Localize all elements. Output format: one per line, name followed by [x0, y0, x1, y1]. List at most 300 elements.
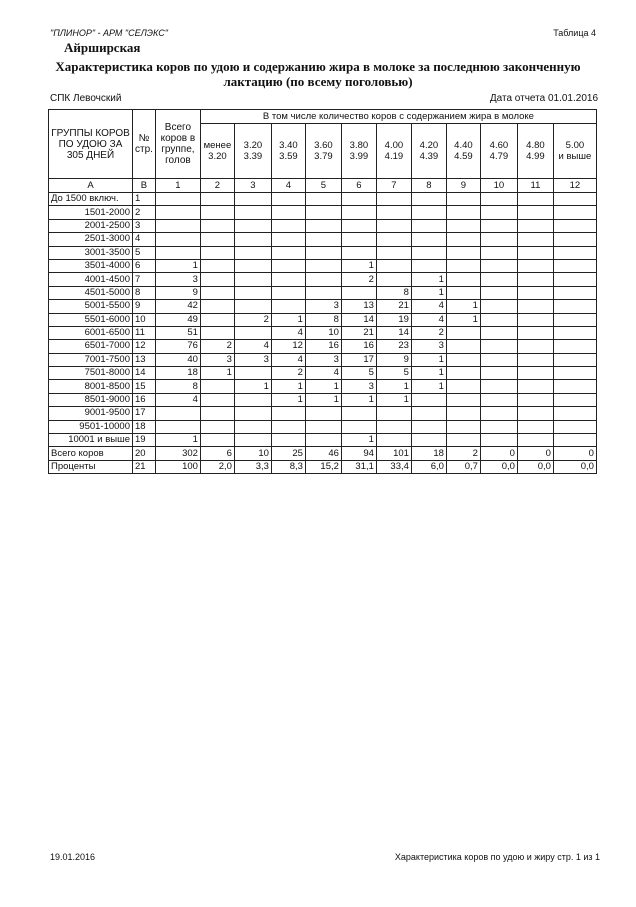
fat-count-cell — [234, 407, 271, 420]
fat-count-cell — [200, 246, 234, 259]
group-total: 1 — [155, 259, 200, 272]
row-number: 5 — [133, 246, 156, 259]
row-number: 4 — [133, 233, 156, 246]
fat-count-cell: 3 — [234, 353, 271, 366]
fat-count-cell: 0,0 — [553, 460, 596, 473]
fat-count-cell — [517, 367, 553, 380]
fat-count-cell — [517, 420, 553, 433]
group-total — [155, 206, 200, 219]
fat-range-header — [200, 124, 234, 179]
fat-count-cell: 25 — [271, 447, 305, 460]
fat-range-from: 4.60 — [489, 140, 509, 151]
group-total — [155, 219, 200, 232]
fat-count-cell: 6 — [200, 447, 234, 460]
fat-count-cell — [200, 300, 234, 313]
fat-count-cell — [517, 219, 553, 232]
yield-group-label: 5001-5500 — [49, 300, 133, 313]
yield-group-label: Всего коров — [49, 447, 133, 460]
fat-count-cell — [553, 193, 596, 206]
row-number: 16 — [133, 393, 156, 406]
fat-count-cell — [234, 367, 271, 380]
table-row — [49, 420, 597, 433]
table-row — [49, 434, 597, 447]
fat-count-cell — [341, 286, 376, 299]
fat-count-cell: 94 — [341, 447, 376, 460]
fat-count-cell — [446, 353, 480, 366]
fat-count-cell: 1 — [271, 380, 305, 393]
fat-count-cell — [480, 353, 517, 366]
yield-group-label: 6001-6500 — [49, 326, 133, 339]
group-total: 100 — [155, 460, 200, 473]
fat-count-cell: 2 — [411, 326, 446, 339]
fat-count-cell — [517, 286, 553, 299]
group-total: 76 — [155, 340, 200, 353]
fat-count-cell — [234, 259, 271, 272]
fat-count-cell — [341, 206, 376, 219]
row-number: 11 — [133, 326, 156, 339]
fat-count-cell — [480, 434, 517, 447]
column-letter: А — [49, 179, 133, 193]
fat-count-cell — [234, 420, 271, 433]
fat-count-cell — [480, 420, 517, 433]
fat-count-cell — [446, 326, 480, 339]
row-number: 17 — [133, 407, 156, 420]
fat-range-header — [234, 124, 271, 179]
fat-count-cell — [376, 407, 411, 420]
group-total: 49 — [155, 313, 200, 326]
row-number: 12 — [133, 340, 156, 353]
yield-group-label: 9501-10000 — [49, 420, 133, 433]
fat-count-cell: 8,3 — [271, 460, 305, 473]
fat-count-cell — [305, 420, 341, 433]
yield-group-label: 7001-7500 — [49, 353, 133, 366]
fat-count-cell — [446, 393, 480, 406]
table-row — [49, 393, 597, 406]
fat-count-cell: 3 — [200, 353, 234, 366]
yield-group-label: 2501-3000 — [49, 233, 133, 246]
fat-count-cell — [234, 434, 271, 447]
group-total: 9 — [155, 286, 200, 299]
fat-count-cell — [305, 273, 341, 286]
group-total: 18 — [155, 367, 200, 380]
group-total: 40 — [155, 353, 200, 366]
fat-count-cell — [376, 246, 411, 259]
group-total: 3 — [155, 273, 200, 286]
fat-count-cell: 33,4 — [376, 460, 411, 473]
fat-count-cell: 10 — [234, 447, 271, 460]
fat-count-cell — [271, 286, 305, 299]
fat-count-cell — [305, 233, 341, 246]
yield-group-label: 6501-7000 — [49, 340, 133, 353]
fat-count-cell: 4 — [271, 353, 305, 366]
fat-count-cell — [553, 353, 596, 366]
fat-count-cell — [446, 420, 480, 433]
fat-count-cell — [480, 367, 517, 380]
fat-count-cell — [271, 273, 305, 286]
fat-count-cell — [200, 393, 234, 406]
group-total — [155, 193, 200, 206]
column-letter: 12 — [553, 179, 596, 193]
fat-count-cell: 8 — [376, 286, 411, 299]
fat-count-cell: 16 — [341, 340, 376, 353]
fat-range-header — [480, 124, 517, 179]
fat-range-to: 4.79 — [489, 151, 509, 162]
fat-count-cell — [480, 407, 517, 420]
fat-count-cell — [517, 380, 553, 393]
header-fat-span: В том числе количество коров с содержанием жира в молоке — [200, 110, 596, 124]
fat-count-cell — [446, 407, 480, 420]
fat-count-cell: 4 — [234, 340, 271, 353]
fat-count-cell: 1 — [411, 286, 446, 299]
fat-count-cell — [553, 300, 596, 313]
row-number: 18 — [133, 420, 156, 433]
fat-count-cell: 4 — [305, 367, 341, 380]
fat-count-cell — [553, 259, 596, 272]
table-row — [49, 407, 597, 420]
fat-count-cell: 0 — [517, 447, 553, 460]
row-number: 8 — [133, 286, 156, 299]
fat-count-cell — [517, 313, 553, 326]
yield-group-label: 4501-5000 — [49, 286, 133, 299]
fat-count-cell — [411, 219, 446, 232]
fat-count-cell: 9 — [376, 353, 411, 366]
column-letter: 5 — [305, 179, 341, 193]
fat-count-cell: 1 — [341, 393, 376, 406]
fat-count-cell — [200, 286, 234, 299]
fat-count-cell — [446, 340, 480, 353]
fat-count-cell — [200, 313, 234, 326]
fat-count-cell: 4 — [411, 313, 446, 326]
fat-count-cell: 6,0 — [411, 460, 446, 473]
fat-count-cell — [553, 340, 596, 353]
fat-count-cell — [271, 434, 305, 447]
fat-range-to: 3.39 — [243, 151, 263, 162]
yield-group-label: 8501-9000 — [49, 393, 133, 406]
fat-count-cell: 19 — [376, 313, 411, 326]
fat-count-cell — [411, 420, 446, 433]
fat-count-cell — [517, 340, 553, 353]
row-number: 14 — [133, 367, 156, 380]
column-letter: 4 — [271, 179, 305, 193]
fat-count-cell: 101 — [376, 447, 411, 460]
fat-count-cell — [376, 206, 411, 219]
fat-range-from: 3.80 — [349, 140, 369, 151]
fat-count-cell — [305, 407, 341, 420]
fat-count-cell — [271, 300, 305, 313]
breed-title: Айрширская — [64, 40, 141, 55]
fat-count-cell — [271, 420, 305, 433]
fat-count-cell: 1 — [411, 353, 446, 366]
fat-count-cell — [411, 233, 446, 246]
fat-count-cell: 3 — [341, 380, 376, 393]
fat-count-cell — [480, 380, 517, 393]
group-total: 8 — [155, 380, 200, 393]
column-letters-row — [49, 179, 597, 193]
column-letter: В — [133, 179, 156, 193]
fat-count-cell: 2,0 — [200, 460, 234, 473]
fat-range-header — [271, 124, 305, 179]
table-row — [49, 447, 597, 460]
fat-count-cell — [446, 434, 480, 447]
fat-count-cell: 8 — [305, 313, 341, 326]
footer-page-info: Характеристика коров по удою и жиру стр. 1 из 1 — [394, 852, 600, 862]
fat-range-header — [553, 124, 596, 179]
fat-count-cell — [553, 219, 596, 232]
table-row — [49, 219, 597, 232]
fat-count-cell: 2 — [234, 313, 271, 326]
yield-group-label: 4001-4500 — [49, 273, 133, 286]
fat-count-cell: 1 — [271, 393, 305, 406]
fat-count-cell — [234, 300, 271, 313]
fat-count-cell — [480, 340, 517, 353]
fat-count-cell — [271, 206, 305, 219]
fat-range-to: 4.39 — [419, 151, 439, 162]
fat-count-cell — [200, 206, 234, 219]
fat-count-cell — [553, 286, 596, 299]
fat-count-cell — [480, 193, 517, 206]
fat-count-cell — [376, 259, 411, 272]
row-number: 10 — [133, 313, 156, 326]
fat-count-cell — [341, 193, 376, 206]
fat-count-cell — [234, 206, 271, 219]
farm-name: СПК Левочский — [50, 93, 122, 104]
fat-count-cell — [446, 273, 480, 286]
group-total: 4 — [155, 393, 200, 406]
row-number: 6 — [133, 259, 156, 272]
fat-count-cell — [200, 420, 234, 433]
yield-group-label: 7501-8000 — [49, 367, 133, 380]
fat-range-header — [341, 124, 376, 179]
table-row — [49, 273, 597, 286]
yield-group-label: 3001-3500 — [49, 246, 133, 259]
fat-count-cell — [411, 434, 446, 447]
fat-count-cell: 31,1 — [341, 460, 376, 473]
fat-count-cell: 0,7 — [446, 460, 480, 473]
fat-count-cell — [517, 259, 553, 272]
fat-range-from: 4.20 — [419, 140, 439, 151]
fat-range-to: и выше — [558, 151, 592, 162]
fat-count-cell — [480, 273, 517, 286]
fat-count-cell: 3 — [305, 353, 341, 366]
fat-count-cell: 18 — [411, 447, 446, 460]
fat-count-cell: 0,0 — [480, 460, 517, 473]
fat-count-cell: 15,2 — [305, 460, 341, 473]
fat-count-cell — [480, 246, 517, 259]
fat-count-cell — [553, 380, 596, 393]
fat-count-cell — [446, 219, 480, 232]
fat-count-cell — [553, 434, 596, 447]
column-letter: 9 — [446, 179, 480, 193]
header-row-number: № стр. — [133, 110, 156, 179]
fat-count-cell: 10 — [305, 326, 341, 339]
footer-date: 19.01.2016 — [50, 852, 96, 862]
fat-count-cell: 14 — [376, 326, 411, 339]
fat-count-cell: 12 — [271, 340, 305, 353]
table-number: Таблица 4 — [553, 28, 596, 38]
yield-group-label: 3501-4000 — [49, 259, 133, 272]
row-number: 3 — [133, 219, 156, 232]
fat-count-cell — [271, 407, 305, 420]
fat-count-cell: 13 — [341, 300, 376, 313]
fat-count-cell: 2 — [446, 447, 480, 460]
fat-count-cell — [305, 259, 341, 272]
fat-count-cell — [376, 233, 411, 246]
fat-count-cell — [234, 193, 271, 206]
table-row — [49, 300, 597, 313]
table-row — [49, 313, 597, 326]
fat-range-from: 4.40 — [454, 140, 473, 151]
fat-range-header — [446, 124, 480, 179]
group-total: 302 — [155, 447, 200, 460]
fat-count-cell — [517, 233, 553, 246]
fat-range-to: 3.99 — [349, 151, 369, 162]
fat-count-cell — [234, 393, 271, 406]
fat-count-cell — [517, 193, 553, 206]
fat-count-cell: 14 — [341, 313, 376, 326]
fat-count-cell: 16 — [305, 340, 341, 353]
report-date: Дата отчета 01.01.2016 — [489, 93, 598, 104]
fat-count-cell: 2 — [341, 273, 376, 286]
fat-count-cell — [553, 313, 596, 326]
fat-count-cell — [305, 206, 341, 219]
fat-range-header — [411, 124, 446, 179]
fat-count-cell — [480, 300, 517, 313]
header-total: Всего коров в группе, голов — [155, 110, 200, 179]
fat-count-cell — [376, 420, 411, 433]
column-letter: 6 — [341, 179, 376, 193]
row-number: 15 — [133, 380, 156, 393]
fat-count-cell — [446, 367, 480, 380]
fat-count-cell: 1 — [234, 380, 271, 393]
group-total: 1 — [155, 434, 200, 447]
fat-count-cell: 5 — [376, 367, 411, 380]
fat-count-cell — [480, 259, 517, 272]
fat-count-cell: 1 — [376, 393, 411, 406]
fat-count-cell: 1 — [376, 380, 411, 393]
row-number: 21 — [133, 460, 156, 473]
group-total: 51 — [155, 326, 200, 339]
fat-count-cell: 0,0 — [517, 460, 553, 473]
fat-count-cell — [480, 233, 517, 246]
yield-group-label: 10001 и выше — [49, 434, 133, 447]
yield-group-label: Проценты — [49, 460, 133, 473]
yield-group-label: 2001-2500 — [49, 219, 133, 232]
fat-count-cell: 1 — [411, 273, 446, 286]
fat-count-cell — [553, 367, 596, 380]
fat-count-cell — [480, 286, 517, 299]
fat-count-cell — [553, 206, 596, 219]
fat-count-cell: 4 — [271, 326, 305, 339]
header-group: ГРУППЫ КОРОВ ПО УДОЮ ЗА 305 ДНЕЙ — [49, 110, 133, 179]
fat-count-cell — [480, 393, 517, 406]
fat-count-cell — [446, 193, 480, 206]
fat-count-cell: 2 — [271, 367, 305, 380]
fat-range-header — [376, 124, 411, 179]
report-title-line1: Характеристика коров по удою и содержанию жира в молоке за последнюю законченную — [55, 59, 581, 74]
table-row — [49, 367, 597, 380]
group-total: 42 — [155, 300, 200, 313]
fat-range-from: 5.00 — [565, 140, 585, 151]
yield-group-label: 8001-8500 — [49, 380, 133, 393]
fat-range-to: 3.20 — [208, 151, 227, 162]
fat-count-cell — [200, 407, 234, 420]
fat-count-cell: 4 — [411, 300, 446, 313]
yield-group-label: 1501-2000 — [49, 206, 133, 219]
fat-count-cell — [234, 286, 271, 299]
fat-count-cell — [517, 353, 553, 366]
fat-count-cell — [234, 273, 271, 286]
fat-count-cell — [271, 219, 305, 232]
fat-count-cell: 1 — [341, 434, 376, 447]
fat-count-cell — [271, 259, 305, 272]
fat-count-cell — [411, 246, 446, 259]
yield-group-label: 9001-9500 — [49, 407, 133, 420]
fat-count-cell — [341, 219, 376, 232]
table-row — [49, 246, 597, 259]
table-row — [49, 206, 597, 219]
fat-count-cell — [234, 326, 271, 339]
fat-count-cell — [200, 326, 234, 339]
fat-count-cell — [446, 259, 480, 272]
column-letter: 7 — [376, 179, 411, 193]
fat-count-cell — [553, 407, 596, 420]
fat-count-cell: 5 — [341, 367, 376, 380]
fat-count-cell — [517, 273, 553, 286]
milk-fat-table — [48, 109, 597, 474]
fat-count-cell — [411, 206, 446, 219]
fat-range-to: 4.19 — [384, 151, 404, 162]
fat-range-to: 4.59 — [454, 151, 473, 162]
fat-count-cell — [200, 219, 234, 232]
fat-count-cell: 1 — [341, 259, 376, 272]
row-number: 13 — [133, 353, 156, 366]
fat-count-cell — [341, 407, 376, 420]
fat-count-cell: 46 — [305, 447, 341, 460]
fat-count-cell: 2 — [200, 340, 234, 353]
report-title-line2: лактацию (по всему поголовью) — [223, 74, 413, 89]
fat-count-cell: 21 — [341, 326, 376, 339]
fat-range-from: менее — [203, 140, 232, 151]
fat-count-cell — [517, 246, 553, 259]
column-letter: 8 — [411, 179, 446, 193]
fat-count-cell — [517, 326, 553, 339]
fat-count-cell — [446, 246, 480, 259]
fat-count-cell — [411, 407, 446, 420]
fat-count-cell — [376, 193, 411, 206]
fat-count-cell — [305, 246, 341, 259]
row-number: 9 — [133, 300, 156, 313]
fat-count-cell — [376, 434, 411, 447]
row-number: 2 — [133, 206, 156, 219]
fat-count-cell — [480, 219, 517, 232]
fat-count-cell — [480, 206, 517, 219]
fat-count-cell: 17 — [341, 353, 376, 366]
fat-count-cell — [446, 286, 480, 299]
fat-count-cell — [517, 300, 553, 313]
fat-count-cell: 3,3 — [234, 460, 271, 473]
fat-count-cell — [553, 326, 596, 339]
column-letter: 1 — [155, 179, 200, 193]
fat-count-cell — [446, 206, 480, 219]
table-row — [49, 286, 597, 299]
fat-range-to: 3.79 — [314, 151, 333, 162]
fat-count-cell: 0 — [553, 447, 596, 460]
table-body — [49, 193, 597, 474]
group-total — [155, 246, 200, 259]
fat-count-cell — [446, 380, 480, 393]
fat-range-from: 3.40 — [279, 140, 298, 151]
fat-count-cell — [480, 313, 517, 326]
